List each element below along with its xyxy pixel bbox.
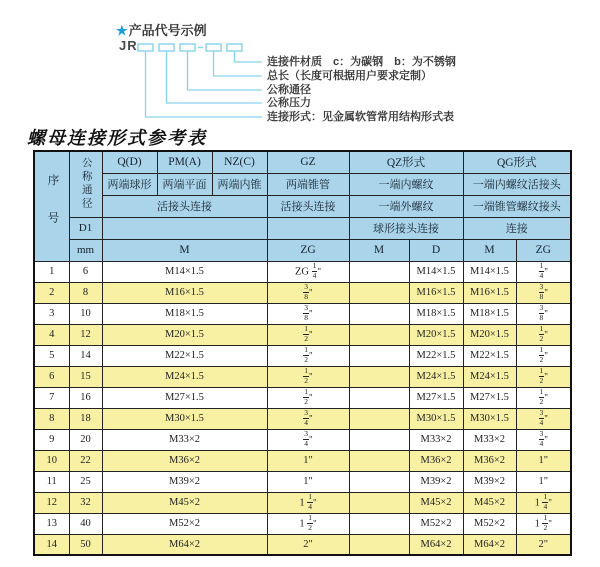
cell-qg-zg-size: $\frac{1}{2}$ " — [516, 366, 571, 387]
cell-seq: 12 — [34, 492, 69, 513]
header-pm-code: PM(A) — [157, 151, 212, 173]
code-box-5 — [227, 44, 242, 51]
cell-qz-m — [349, 471, 409, 492]
cell-m-thread: M20×1.5 — [102, 324, 267, 345]
table-row — [34, 366, 571, 387]
cell-qz-m — [349, 261, 409, 282]
cell-m-thread: M39×2 — [102, 471, 267, 492]
header-qz-unit-d: D — [409, 239, 463, 261]
cell-m-thread: M14×1.5 — [102, 261, 267, 282]
cell-qz-d: M45×2 — [409, 492, 463, 513]
cell-qg-m: M14×1.5 — [463, 261, 516, 282]
cell-qz-m — [349, 345, 409, 366]
cell-gz-size: $\frac{1}{2}$ " — [267, 366, 349, 387]
cell-qg-m: M64×2 — [463, 534, 516, 555]
table-header — [34, 151, 571, 261]
cell-mm: 12 — [69, 324, 102, 345]
cell-qz-d: M64×2 — [409, 534, 463, 555]
diagram-title — [116, 20, 207, 39]
cell-qz-m — [349, 366, 409, 387]
cell-mm: 6 — [69, 261, 102, 282]
cell-qz-d: M39×2 — [409, 471, 463, 492]
header-qg-row4: 连接 — [463, 217, 571, 239]
cell-qz-d: M22×1.5 — [409, 345, 463, 366]
cell-mm: 32 — [69, 492, 102, 513]
header-m-merged: M — [102, 239, 267, 261]
cell-gz-size: 2" — [267, 534, 349, 555]
cell-qg-m: M45×2 — [463, 492, 516, 513]
table-row — [34, 450, 571, 471]
table-row — [34, 492, 571, 513]
connector-line-material — [235, 51, 263, 62]
header-qz-desc: 一端内螺纹 — [349, 173, 463, 195]
cell-m-thread: M52×2 — [102, 513, 267, 534]
table-row — [34, 324, 571, 345]
cell-gz-size: 1" — [267, 450, 349, 471]
cell-gz-size: 1" — [267, 471, 349, 492]
header-gz-joint: 活接头连接 — [267, 195, 349, 217]
header-nz-code: NZ(C) — [212, 151, 267, 173]
cell-qg-m: M24×1.5 — [463, 366, 516, 387]
cell-qz-d: M30×1.5 — [409, 408, 463, 429]
cell-qz-d: M20×1.5 — [409, 324, 463, 345]
header-d1: D1 — [69, 217, 102, 239]
header-qz-unit-m: M — [349, 239, 409, 261]
cell-qg-m: M30×1.5 — [463, 408, 516, 429]
cell-qg-zg-size: 1" — [516, 450, 571, 471]
header-qz-row4: 球形接头连接 — [349, 217, 463, 239]
cell-qz-d: M16×1.5 — [409, 282, 463, 303]
cell-qg-zg-size: $\frac{1}{2}$ " — [516, 345, 571, 366]
nut-connection-table — [33, 150, 572, 556]
cell-qz-m — [349, 303, 409, 324]
header-pm-desc: 两端平面 — [157, 173, 212, 195]
cell-mm: 20 — [69, 429, 102, 450]
cell-seq: 9 — [34, 429, 69, 450]
cell-seq: 1 — [34, 261, 69, 282]
table-row — [34, 471, 571, 492]
code-box-3 — [180, 44, 195, 51]
cell-mm: 18 — [69, 408, 102, 429]
cell-mm: 15 — [69, 366, 102, 387]
cell-m-thread: M18×1.5 — [102, 303, 267, 324]
cell-qg-zg-size: 1" — [516, 471, 571, 492]
code-prefix: JR — [119, 38, 138, 53]
label-connection-form: 连接形式：见金属软管常用结构形式表 — [267, 111, 454, 123]
cell-seq: 5 — [34, 345, 69, 366]
cell-mm: 14 — [69, 345, 102, 366]
header-qg-unit-zg: ZG — [516, 239, 571, 261]
cell-gz-size: 1 $\frac{1}{2}$ " — [267, 513, 349, 534]
table-row — [34, 345, 571, 366]
table-row — [34, 282, 571, 303]
cell-qg-zg-size: $\frac{1}{4}$ " — [516, 261, 571, 282]
header-joint-merged: 活接头连接 — [102, 195, 267, 217]
cell-seq: 2 — [34, 282, 69, 303]
cell-qg-m: M20×1.5 — [463, 324, 516, 345]
cell-gz-size: 1 $\frac{1}{4}$ " — [267, 492, 349, 513]
table-row — [34, 408, 571, 429]
label-nominal-pressure: 公称压力 — [267, 97, 311, 109]
cell-gz-size: $\frac{1}{2}$ " — [267, 345, 349, 366]
cell-gz-size: ZG $\frac{1}{4}$ " — [267, 261, 349, 282]
cell-qg-m: M27×1.5 — [463, 387, 516, 408]
table-row — [34, 303, 571, 324]
cell-seq: 4 — [34, 324, 69, 345]
cell-mm: 8 — [69, 282, 102, 303]
cell-m-thread: M22×1.5 — [102, 345, 267, 366]
table-row — [34, 429, 571, 450]
code-box-1 — [138, 44, 153, 51]
cell-qz-m — [349, 513, 409, 534]
cell-seq: 8 — [34, 408, 69, 429]
connector-line-form — [146, 51, 263, 117]
cell-m-thread: M36×2 — [102, 450, 267, 471]
cell-mm: 22 — [69, 450, 102, 471]
header-gz-code: GZ — [267, 151, 349, 173]
cell-qz-d: M27×1.5 — [409, 387, 463, 408]
cell-qg-zg-size: $\frac{3}{8}$ " — [516, 282, 571, 303]
cell-qz-m — [349, 324, 409, 345]
header-qg-desc: 一端内螺纹活接头 — [463, 173, 571, 195]
header-qg-unit-m: M — [463, 239, 516, 261]
connector-line-pressure — [167, 51, 263, 103]
cell-seq: 7 — [34, 387, 69, 408]
cell-qg-zg-size: $\frac{1}{2}$ " — [516, 324, 571, 345]
cell-qg-zg-size: $\frac{3}{8}$ " — [516, 303, 571, 324]
cell-m-thread: M30×1.5 — [102, 408, 267, 429]
cell-mm: 16 — [69, 387, 102, 408]
header-qg-code: QG形式 — [463, 151, 571, 173]
cell-qz-m — [349, 492, 409, 513]
connector-line-length — [214, 51, 263, 76]
header-seq: 序号 — [34, 151, 69, 261]
diagram-title-text: 产品代号示例 — [128, 23, 207, 38]
cell-qz-d: M33×2 — [409, 429, 463, 450]
connector-line-diameter — [188, 51, 263, 90]
table-row — [34, 534, 571, 555]
cell-qg-m: M36×2 — [463, 450, 516, 471]
cell-qz-d: M24×1.5 — [409, 366, 463, 387]
cell-gz-size: $\frac{3}{8}$ " — [267, 282, 349, 303]
header-q-desc: 两端球形 — [102, 173, 157, 195]
star-icon: ★ — [116, 23, 128, 38]
label-nominal-diameter: 公称通径 — [267, 84, 311, 96]
cell-qz-m — [349, 534, 409, 555]
cell-qz-d: M14×1.5 — [409, 261, 463, 282]
cell-seq: 14 — [34, 534, 69, 555]
cell-qz-d: M18×1.5 — [409, 303, 463, 324]
cell-mm: 25 — [69, 471, 102, 492]
cell-gz-size: $\frac{1}{2}$ " — [267, 387, 349, 408]
header-qg-row3: 一端锥管螺纹接头 — [463, 195, 571, 217]
header-blank-gz — [267, 217, 349, 239]
cell-m-thread: M27×1.5 — [102, 387, 267, 408]
cell-qg-m: M16×1.5 — [463, 282, 516, 303]
cell-qz-m — [349, 282, 409, 303]
cell-qz-m — [349, 450, 409, 471]
cell-qz-d: M36×2 — [409, 450, 463, 471]
header-nz-desc: 两端内锥 — [212, 173, 267, 195]
cell-mm: 40 — [69, 513, 102, 534]
header-gz-desc: 两端锥管 — [267, 173, 349, 195]
code-box-4 — [206, 44, 221, 51]
cell-qg-zg-size: 2" — [516, 534, 571, 555]
cell-seq: 11 — [34, 471, 69, 492]
cell-seq: 6 — [34, 366, 69, 387]
cell-qg-m: M18×1.5 — [463, 303, 516, 324]
cell-seq: 13 — [34, 513, 69, 534]
header-q-code: Q(D) — [102, 151, 157, 173]
cell-qg-zg-size: $\frac{3}{4}$ " — [516, 429, 571, 450]
cell-qg-zg-size: $\frac{3}{4}$ " — [516, 408, 571, 429]
table-body — [34, 261, 571, 555]
label-material: 连接件材质 c：为碳钢 b：为不锈钢 — [267, 56, 456, 68]
cell-m-thread: M24×1.5 — [102, 366, 267, 387]
cell-seq: 10 — [34, 450, 69, 471]
cell-qg-m: M33×2 — [463, 429, 516, 450]
table-title: 螺母连接形式参考表 — [27, 128, 207, 149]
cell-m-thread: M16×1.5 — [102, 282, 267, 303]
header-mm: mm — [69, 239, 102, 261]
cell-mm: 10 — [69, 303, 102, 324]
cell-qz-d: M52×2 — [409, 513, 463, 534]
code-box-2 — [159, 44, 174, 51]
label-total-length: 总长（长度可根据用户要求定制） — [267, 70, 432, 82]
cell-qz-m — [349, 387, 409, 408]
cell-gz-size: $\frac{1}{2}$ " — [267, 324, 349, 345]
cell-qg-zg-size: 1 $\frac{1}{4}$ " — [516, 492, 571, 513]
table-row — [34, 261, 571, 282]
cell-seq: 3 — [34, 303, 69, 324]
header-blank-qpmnz — [102, 217, 267, 239]
header-qz-row3: 一端外螺纹 — [349, 195, 463, 217]
cell-gz-size: $\frac{3}{4}$ " — [267, 408, 349, 429]
header-nominal-diameter: 公称通径 — [69, 151, 102, 217]
cell-qg-m: M22×1.5 — [463, 345, 516, 366]
cell-qg-m: M39×2 — [463, 471, 516, 492]
cell-qz-m — [349, 429, 409, 450]
cell-gz-size: $\frac{3}{8}$ " — [267, 303, 349, 324]
cell-m-thread: M33×2 — [102, 429, 267, 450]
table-row — [34, 387, 571, 408]
table-row — [34, 513, 571, 534]
cell-qg-zg-size: $\frac{1}{2}$ " — [516, 387, 571, 408]
header-gz-unit: ZG — [267, 239, 349, 261]
cell-qg-m: M52×2 — [463, 513, 516, 534]
cell-m-thread: M64×2 — [102, 534, 267, 555]
header-qz-code: QZ形式 — [349, 151, 463, 173]
cell-qz-m — [349, 408, 409, 429]
cell-qg-zg-size: 1 $\frac{1}{2}$ " — [516, 513, 571, 534]
cell-m-thread: M45×2 — [102, 492, 267, 513]
cell-mm: 50 — [69, 534, 102, 555]
cell-gz-size: $\frac{3}{4}$ " — [267, 429, 349, 450]
